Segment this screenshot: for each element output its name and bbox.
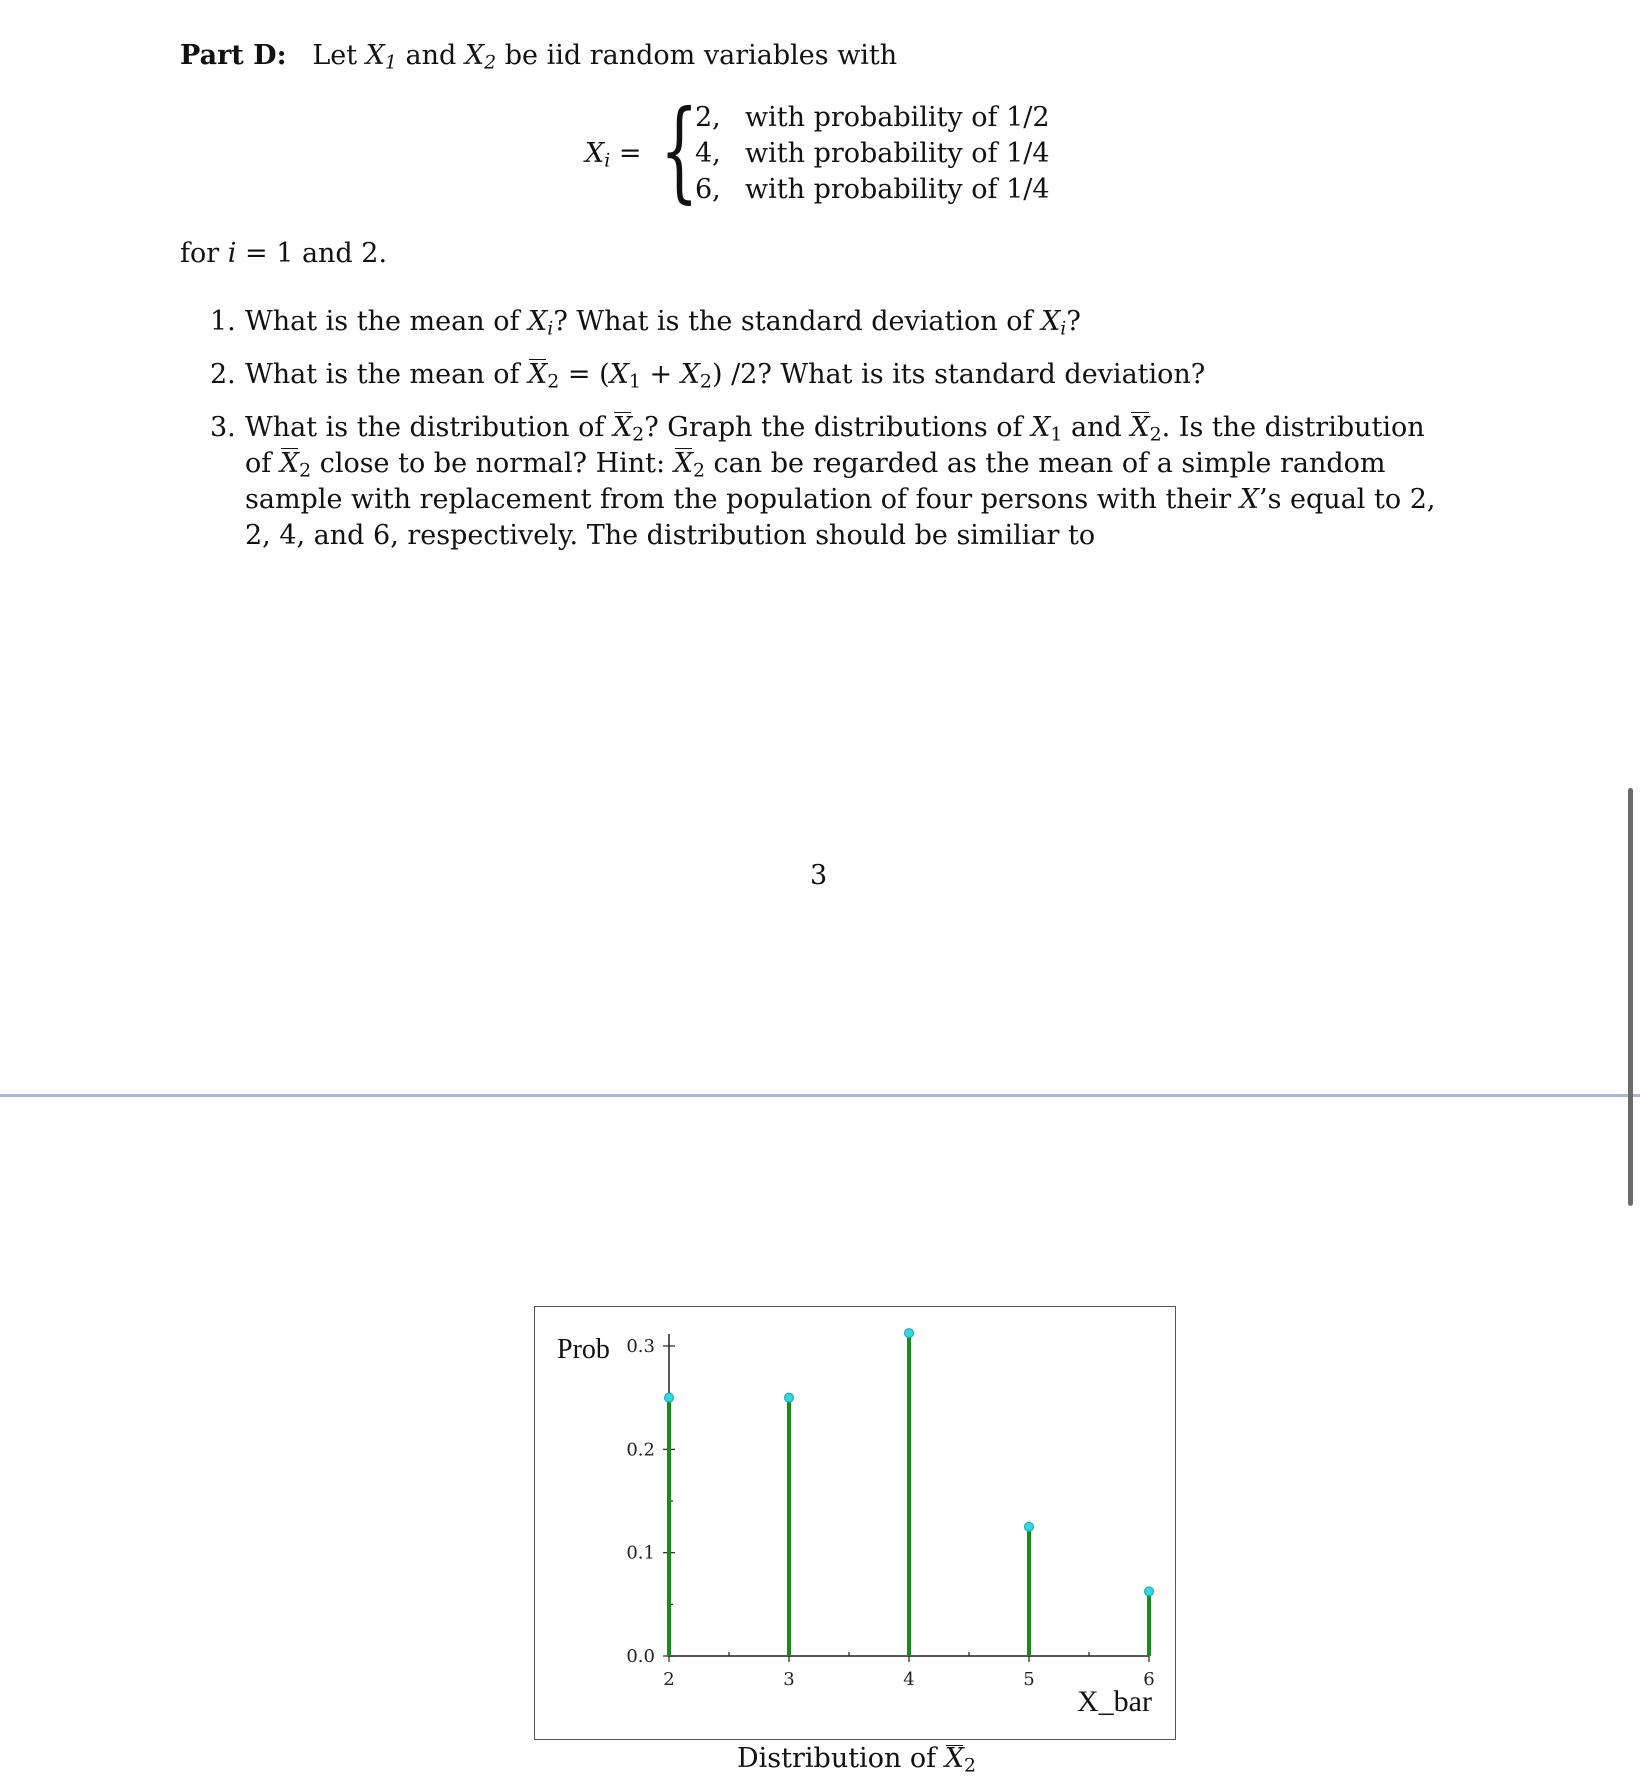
stem-chart (535, 1307, 1177, 1741)
var-x2: $X_2$ (464, 40, 497, 74)
chart-caption: Distribution of $X_2$ (737, 1743, 977, 1777)
page-divider (0, 1094, 1640, 1097)
intro-line (180, 38, 897, 74)
question-item: 3. What is the distribution of $X_2$? Graph the distributions of $X_1$ and $X_2$. Is the distribution of $X_2$ close to be normal? Hint: $X_2$ can be regarded as the mean of a simple random sample with replacement from the population of four persons with their X’s equal to 2, 2, 4, and 6, respectively. The distribution should be similiar to (210, 412, 1436, 551)
y-tick-label: 0.1 (626, 1542, 655, 1564)
page-number: 3 (810, 860, 828, 891)
y-tick-label: 0.2 (626, 1439, 655, 1461)
case-row: 4, with probability of 1/4 (695, 138, 1050, 169)
stem-marker (905, 1329, 914, 1338)
chart-frame (534, 1306, 1176, 1740)
scrollbar[interactable] (1628, 788, 1633, 1206)
stem-marker (665, 1393, 674, 1402)
for-line: for i = 1 and 2. (180, 238, 388, 269)
question-item: 2. What is the mean of $X_2 = (X_1 + X_2)$ /2? What is its standard deviation? (210, 359, 1206, 393)
var-x1: $X_1$ (365, 40, 397, 74)
distribution-lhs: $X_i$ = (585, 138, 642, 172)
intro-and: and (405, 40, 457, 71)
intro-text-after: be iid random variables with (504, 40, 898, 71)
part-label: Part D: (180, 40, 287, 71)
y-tick-label: 0.0 (626, 1646, 655, 1667)
case-row: 2, with probability of 1/2 (695, 102, 1050, 133)
x-tick-label: 3 (783, 1669, 795, 1690)
stem-marker (1025, 1522, 1034, 1531)
question-list (210, 304, 1450, 571)
distribution-cases (695, 100, 1050, 208)
y-tick-label: 0.3 (626, 1336, 655, 1357)
x-tick-label: 6 (1143, 1669, 1155, 1690)
x-tick-label: 2 (663, 1669, 675, 1690)
x-axis-label: X_bar (1077, 1685, 1152, 1718)
question-item: 1. What is the mean of $X_i$? What is the standard deviation of $X_i$? (210, 306, 1081, 340)
y-axis-label: Prob (557, 1334, 610, 1365)
intro-text-before: Let (312, 40, 358, 71)
left-brace: { (660, 86, 699, 214)
stem-marker (785, 1393, 794, 1402)
stem-marker (1145, 1587, 1154, 1596)
x-tick-label: 4 (903, 1669, 915, 1690)
x-tick-label: 5 (1023, 1669, 1035, 1690)
case-row: 6, with probability of 1/4 (695, 174, 1050, 205)
